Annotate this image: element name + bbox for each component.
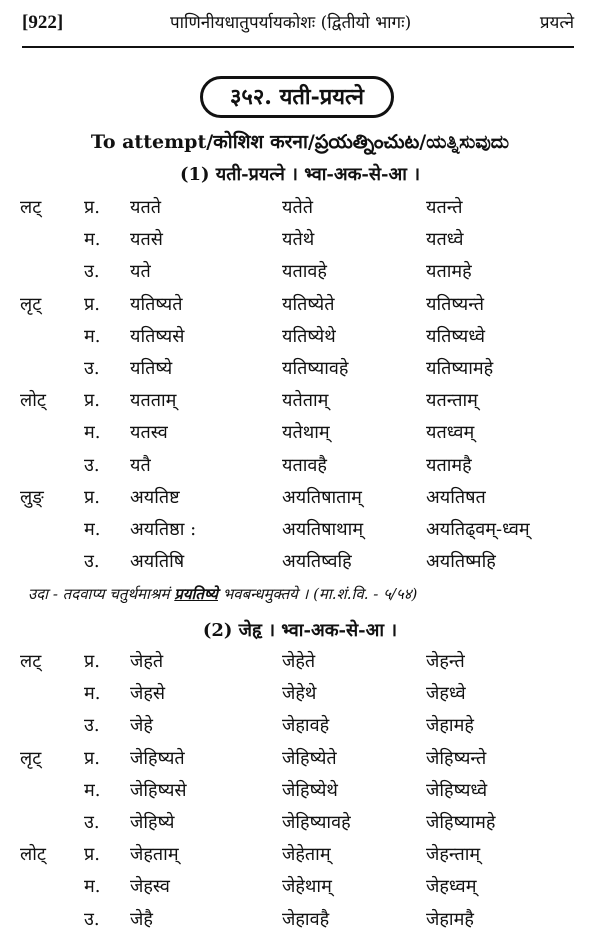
table-row bbox=[0, 292, 600, 322]
lakara-label: लृट् bbox=[20, 747, 42, 769]
table-row bbox=[0, 388, 600, 418]
lakara-label: लृट् bbox=[20, 293, 42, 315]
table-row bbox=[0, 778, 600, 808]
form-plural: अयतिषत bbox=[426, 486, 486, 508]
purusha-label: प्र. bbox=[84, 747, 100, 769]
form-plural: अयतिष्महि bbox=[426, 551, 496, 573]
table-row bbox=[0, 453, 600, 483]
form-plural: जेहन्ते bbox=[426, 651, 465, 672]
table-row bbox=[0, 746, 600, 776]
table-row bbox=[0, 420, 600, 450]
form-dual: जेहिष्येथे bbox=[282, 779, 338, 801]
lakara-label: लोट् bbox=[20, 844, 46, 866]
lakara-label: लोट् bbox=[20, 390, 46, 412]
table-row bbox=[0, 842, 600, 872]
form-singular: यतिष्यसे bbox=[130, 325, 185, 347]
form-dual: यतेथाम् bbox=[282, 422, 330, 444]
form-dual: जेहिष्यावहे bbox=[282, 812, 351, 833]
example-emphasis: प्रयतिष्ये bbox=[174, 585, 218, 603]
table-row bbox=[0, 517, 600, 547]
purusha-label: म. bbox=[84, 519, 101, 540]
form-plural: यतिष्यन्ते bbox=[426, 293, 484, 315]
purusha-label: उ. bbox=[84, 358, 100, 379]
page-header bbox=[22, 4, 574, 48]
form-dual: यतिष्येते bbox=[282, 293, 335, 315]
form-plural: यतिष्यामहे bbox=[426, 358, 494, 379]
purusha-label: प्र. bbox=[84, 844, 100, 866]
section-heading-2: (2) जेहृ । भ्वा-अक-से-आ । bbox=[202, 620, 398, 641]
form-singular: जेहताम् bbox=[130, 844, 179, 866]
form-singular: जेहिष्यते bbox=[130, 747, 185, 769]
form-singular: जेहसे bbox=[130, 683, 166, 705]
form-plural: जेहामहै bbox=[426, 908, 474, 930]
form-singular: यतते bbox=[130, 197, 161, 218]
form-plural: अयतिढ्वम्-ध्वम् bbox=[426, 519, 530, 540]
form-dual: यतिष्यावहे bbox=[282, 358, 349, 379]
form-singular: अयतिषि bbox=[130, 551, 185, 573]
table-row bbox=[0, 227, 600, 257]
table-row bbox=[0, 549, 600, 579]
form-singular: यतिष्ये bbox=[130, 358, 173, 379]
form-singular: जेहिष्यसे bbox=[130, 779, 187, 801]
example-quote bbox=[28, 584, 417, 604]
form-dual: यतावहे bbox=[282, 261, 327, 283]
table-row bbox=[0, 681, 600, 711]
purusha-label: उ. bbox=[84, 551, 100, 573]
form-dual: जेहेथाम् bbox=[282, 876, 332, 898]
example-suffix: भवबन्धमुक्तये । (मा.शं.वि. - ५/५४) bbox=[217, 585, 418, 603]
form-plural: जेहिष्यामहे bbox=[426, 812, 496, 833]
form-dual: यतावहै bbox=[282, 454, 327, 476]
form-singular: यते bbox=[130, 261, 151, 283]
purusha-label: म. bbox=[84, 779, 101, 801]
purusha-label: उ. bbox=[84, 812, 100, 833]
purusha-label: प्र. bbox=[84, 197, 100, 218]
form-plural: जेहिष्यन्ते bbox=[426, 747, 487, 769]
entry-title: ३५२. यती-प्रयत्ने bbox=[200, 76, 394, 118]
table-row bbox=[0, 485, 600, 515]
form-plural: जेहिष्यध्वे bbox=[426, 779, 488, 801]
form-dual: यतिष्येथे bbox=[282, 325, 336, 347]
form-dual: यतेथे bbox=[282, 229, 315, 251]
table-row bbox=[0, 649, 600, 679]
form-dual: जेहावहे bbox=[282, 715, 330, 737]
form-plural: यतध्वे bbox=[426, 229, 464, 251]
form-singular: यतै bbox=[130, 454, 151, 476]
form-singular: जेहिष्ये bbox=[130, 812, 175, 833]
lakara-label: लट् bbox=[20, 197, 42, 218]
form-singular: यतताम् bbox=[130, 390, 177, 412]
purusha-label: म. bbox=[84, 229, 101, 251]
entry-meaning: To attempt/कोशिश करना/ప్రయత్నించుట/ಯತ್ನಿಸುವುದು bbox=[90, 131, 510, 153]
table-row bbox=[0, 356, 600, 386]
table-row bbox=[0, 195, 600, 225]
example-prefix: उदा - तदवाप्य चतुर्थमाश्रमं bbox=[28, 585, 175, 603]
form-plural: यतामहे bbox=[426, 261, 472, 283]
purusha-label: प्र. bbox=[84, 390, 100, 412]
form-plural: यतिष्यध्वे bbox=[426, 325, 485, 347]
form-dual: जेहेताम् bbox=[282, 844, 331, 866]
form-plural: जेहध्वम् bbox=[426, 876, 477, 898]
table-row bbox=[0, 907, 600, 937]
form-singular: जेहते bbox=[130, 651, 164, 672]
lakara-label: लट् bbox=[20, 651, 42, 672]
purusha-label: उ. bbox=[84, 261, 100, 283]
form-singular: यतिष्यते bbox=[130, 293, 183, 315]
purusha-label: म. bbox=[84, 422, 101, 444]
lakara-label: लुङ् bbox=[20, 486, 44, 508]
form-dual: अयतिषाथाम् bbox=[282, 519, 364, 540]
purusha-label: उ. bbox=[84, 715, 100, 737]
form-plural: यतन्ते bbox=[426, 197, 463, 218]
form-dual: अयतिष्वहि bbox=[282, 551, 352, 573]
form-dual: जेहेथे bbox=[282, 683, 317, 705]
purusha-label: म. bbox=[84, 325, 101, 347]
purusha-label: प्र. bbox=[84, 486, 100, 508]
purusha-label: म. bbox=[84, 683, 101, 705]
form-dual: जेहिष्येते bbox=[282, 747, 337, 769]
form-dual: अयतिषाताम् bbox=[282, 486, 362, 508]
table-row bbox=[0, 259, 600, 289]
table-row bbox=[0, 874, 600, 904]
form-dual: यतेताम् bbox=[282, 390, 329, 412]
table-row bbox=[0, 324, 600, 354]
form-singular: जेहै bbox=[130, 908, 153, 930]
form-singular: यतसे bbox=[130, 229, 163, 251]
form-dual: जेहेते bbox=[282, 651, 316, 672]
section-heading-1: (1) यती-प्रयत्ने । भ्वा-अक-से-आ । bbox=[179, 164, 421, 185]
purusha-label: उ. bbox=[84, 908, 100, 930]
form-plural: जेहामहे bbox=[426, 715, 474, 737]
form-singular: जेहस्व bbox=[130, 876, 170, 898]
purusha-label: म. bbox=[84, 876, 101, 898]
form-plural: यतन्ताम् bbox=[426, 390, 478, 412]
form-plural: यतध्वम् bbox=[426, 422, 475, 444]
form-plural: जेहन्ताम् bbox=[426, 844, 481, 866]
form-singular: यतस्व bbox=[130, 422, 168, 444]
purusha-label: प्र. bbox=[84, 293, 100, 315]
form-singular: अयतिष्ठा : bbox=[130, 519, 197, 540]
table-row bbox=[0, 713, 600, 743]
form-plural: जेहध्वे bbox=[426, 683, 466, 705]
form-plural: यतामहै bbox=[426, 454, 472, 476]
form-dual: जेहावहै bbox=[282, 908, 330, 930]
book-title: पाणिनीयधातुपर्यायकोशः (द्वितीयो भागः) bbox=[170, 13, 412, 33]
form-singular: जेहे bbox=[130, 715, 153, 737]
purusha-label: प्र. bbox=[84, 651, 100, 672]
purusha-label: उ. bbox=[84, 454, 100, 476]
form-dual: यतेते bbox=[282, 197, 313, 218]
form-singular: अयतिष्ट bbox=[130, 486, 180, 508]
page-headword: प्रयत्ने bbox=[539, 13, 574, 33]
page-number: [922] bbox=[22, 12, 64, 33]
table-row bbox=[0, 810, 600, 840]
